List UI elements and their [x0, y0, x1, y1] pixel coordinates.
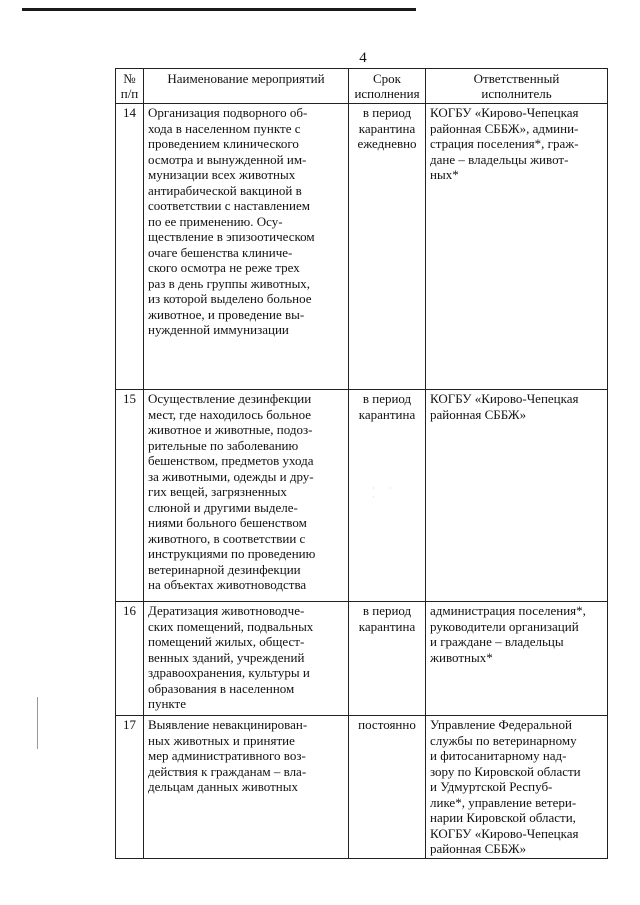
table-row — [116, 390, 608, 602]
scan-smudge: · · · — [372, 484, 398, 502]
table-row — [116, 602, 608, 716]
row-number: 17 — [116, 716, 144, 859]
measure-responsible: Управление Федеральной службы по ветеринарному и фитосанитарному над- зору по Кировской области и Удмуртской Респуб- лике*, управление ветери- нарии Кировской области, КОГБУ «Кирово-Чепецкая районная СББЖ» — [426, 716, 608, 859]
row-number: 15 — [116, 390, 144, 602]
header-name: Наименование мероприятий — [144, 69, 349, 104]
row-number: 14 — [116, 104, 144, 390]
table-row — [116, 716, 608, 859]
measures-table — [115, 68, 608, 859]
measure-name: Дератизация животноводче- ских помещений, подвальных помещений жилых, общест- венных зданий, учреждений здравоохранения, культуры и образования в населенном пункте — [144, 602, 349, 716]
measure-name: Осуществление дезинфекции мест, где находилось больное животное и животные, подоз- рительные по заболеванию бешенством, предметов ухода за животными, одежды и дру- гих вещей, загрязненных слюной и другими выделе- ниями больного бешенством животного, в соответствии с инструкциями по проведению ветеринарной дезинфекции на объектах животноводства — [144, 390, 349, 602]
measure-name: Выявление невакцинирован- ных животных и принятие мер административного воз- действия к гражданам – вла- дельцам данных животных — [144, 716, 349, 859]
header-number: № п/п — [116, 69, 144, 104]
measure-term: в период карантина ежедневно — [349, 104, 426, 390]
measure-term: в период карантина — [349, 390, 426, 602]
table-row — [116, 104, 608, 390]
measure-term: в период карантина — [349, 602, 426, 716]
margin-mark — [37, 697, 38, 749]
header-term: Срок исполнения — [349, 69, 426, 104]
header-row — [116, 69, 608, 104]
top-rule — [22, 8, 416, 11]
measure-responsible: администрация поселения*, руководители организаций и граждане – владельцы животных* — [426, 602, 608, 716]
header-responsible: Ответственный исполнитель — [426, 69, 608, 104]
measure-responsible: КОГБУ «Кирово-Чепецкая районная СББЖ» — [426, 390, 608, 602]
row-number: 16 — [116, 602, 144, 716]
measure-term: постоянно — [349, 716, 426, 859]
measure-name: Организация подворного об- хода в населенном пункте с проведением клинического осмотра и вынужденной им- мунизации всех животных антирабической вакциной в соответствии с наставлением по ее применению. Осу- ществление в эпизоотическом очаге бешенства клиниче- ского осмотра не реже трех раз в день группы животных, из которой выделено больное животное, и проведение вы- нужденной иммунизации — [144, 104, 349, 390]
page-number: 4 — [359, 50, 367, 66]
measure-responsible: КОГБУ «Кирово-Чепецкая районная СББЖ», админи- страция поселения*, граж- дане – владельцы живот- ных* — [426, 104, 608, 390]
